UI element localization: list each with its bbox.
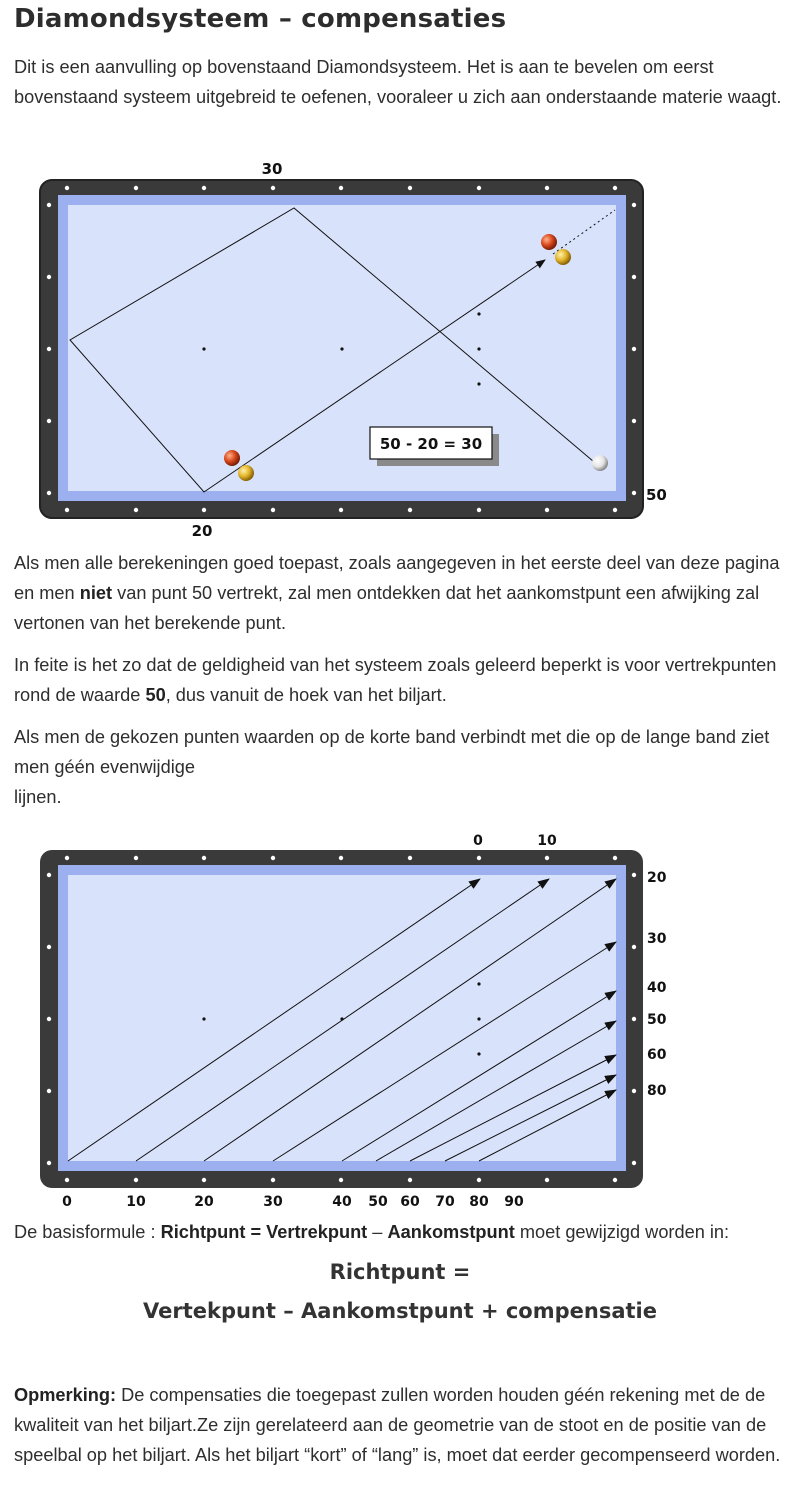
yellow-ball <box>238 465 254 481</box>
bottom-label: 70 <box>435 1194 455 1210</box>
diagram-non-parallel-lines <box>0 825 800 1217</box>
page-title: Diamondsysteem – compensaties <box>14 4 507 34</box>
paragraph-remark: Opmerking: De compensaties die toegepast zullen worden houden géén rekening met de de kwaliteit van het biljart.Ze zijn gerelateerd aan de geometrie van de stoot en de positie van de speelbal op het biljart. Als het biljart “kort” of “lang” is, moet dat eerder gecompenseerd worden. <box>14 1385 781 1465</box>
bottom-label: 90 <box>504 1194 524 1210</box>
bottom-label: 60 <box>400 1194 420 1210</box>
paragraph-validity: In feite is het zo dat de geldigheid van het systeem zoals geleerd beperkt is voor vertrekpunten rond de waarde 50, dus vanuit de hoek van het biljart. <box>14 655 777 705</box>
label-bottom: 20 <box>191 522 213 540</box>
bottom-label: 20 <box>194 1194 214 1210</box>
top-label: 0 <box>473 833 483 849</box>
red-ball <box>541 234 557 250</box>
right-label: 60 <box>647 1047 667 1063</box>
paragraph-basis-formula: De basisformule : Richtpunt = Vertrekpunt – Aankomstpunt moet gewijzigd worden in: <box>14 1222 730 1242</box>
red-ball <box>224 450 240 466</box>
bottom-label: 30 <box>263 1194 283 1210</box>
right-label: 80 <box>647 1083 667 1099</box>
paragraph-lines: Als men de gekozen punten waarden op de korte band verbindt met die op de lange band ziet men géén evenwijdige lijnen. <box>14 727 770 807</box>
white-cue-ball <box>592 455 608 471</box>
intro-paragraph: Dit is een aanvulling op bovenstaand Diamondsysteem. Het is aan te bevelen om eerst bovenstaand systeem uitgebreid te oefenen, vooraleer u zich aan onderstaande materie waagt. <box>14 57 782 107</box>
formula-line-2: Vertekpunt – Aankomstpunt + compensatie <box>143 1299 657 1323</box>
label-top: 30 <box>261 160 283 178</box>
bottom-label: 0 <box>62 1194 72 1210</box>
formula-line-1: Richtpunt = <box>329 1260 471 1284</box>
formula-box-text: 50 - 20 = 30 <box>379 435 483 453</box>
remark-label: Opmerking: <box>14 1385 117 1405</box>
paragraph-deviation: Als men alle berekeningen goed toepast, zoals aangegeven in het eerste deel van deze pagina en men niet van punt 50 vertrekt, zal men ontdekken dat het aankomstpunt een afwijking zal vertonen van het berekende punt. <box>14 553 780 633</box>
bottom-label: 40 <box>332 1194 352 1210</box>
formula-box <box>370 427 499 466</box>
top-label: 10 <box>537 833 557 849</box>
bottom-label: 10 <box>126 1194 146 1210</box>
bottom-labels <box>62 1194 524 1210</box>
right-label: 30 <box>647 931 667 947</box>
yellow-ball <box>555 249 571 265</box>
right-label: 50 <box>647 1012 667 1028</box>
diagram-diamond-system <box>0 155 800 545</box>
label-right: 50 <box>646 486 667 504</box>
right-label: 20 <box>647 870 667 886</box>
top-labels <box>473 833 557 849</box>
bottom-label: 80 <box>469 1194 489 1210</box>
right-label: 40 <box>647 980 667 996</box>
bottom-label: 50 <box>368 1194 388 1210</box>
right-labels <box>647 870 667 1099</box>
